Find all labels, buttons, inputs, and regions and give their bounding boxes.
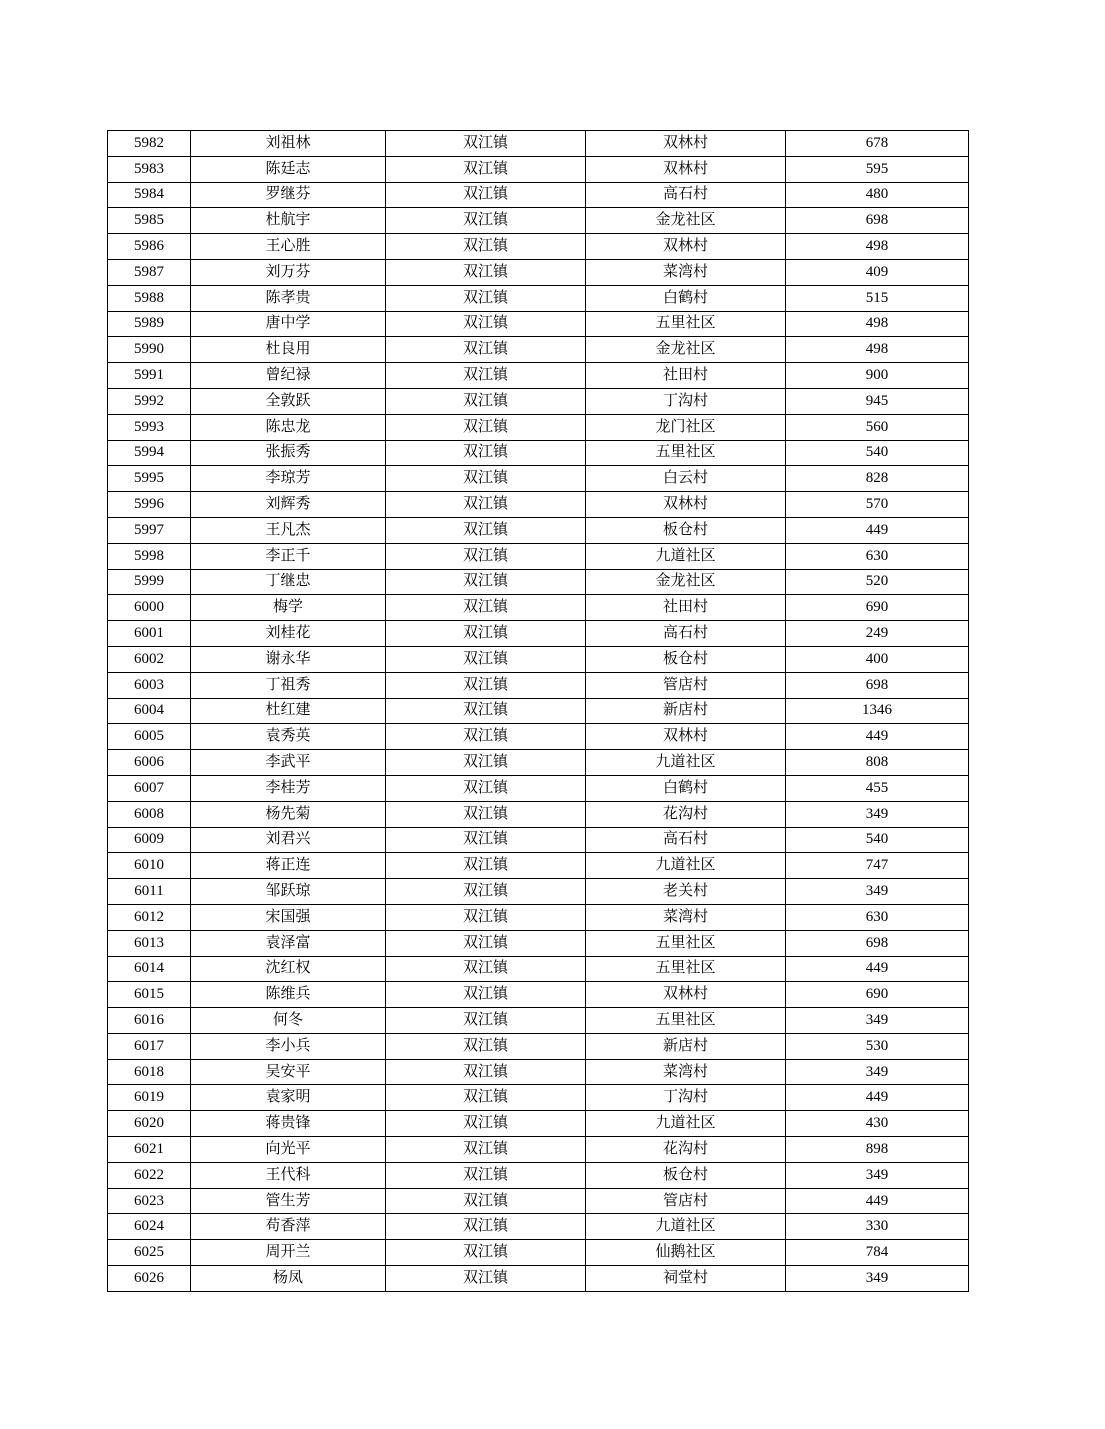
cell-id: 6020 bbox=[108, 1111, 191, 1137]
cell-id: 6019 bbox=[108, 1085, 191, 1111]
cell-id: 5984 bbox=[108, 182, 191, 208]
cell-id: 6016 bbox=[108, 1008, 191, 1034]
cell-name: 刘君兴 bbox=[191, 827, 386, 853]
cell-id: 5987 bbox=[108, 259, 191, 285]
cell-village: 九道社区 bbox=[586, 1214, 786, 1240]
cell-village: 双林村 bbox=[586, 131, 786, 157]
cell-id: 6022 bbox=[108, 1162, 191, 1188]
cell-village: 管店村 bbox=[586, 1188, 786, 1214]
cell-town: 双江镇 bbox=[386, 208, 586, 234]
cell-town: 双江镇 bbox=[386, 363, 586, 389]
cell-amount: 449 bbox=[786, 956, 969, 982]
table-row bbox=[108, 879, 969, 905]
cell-name: 丁祖秀 bbox=[191, 672, 386, 698]
cell-amount: 455 bbox=[786, 775, 969, 801]
cell-village: 老关村 bbox=[586, 879, 786, 905]
cell-town: 双江镇 bbox=[386, 698, 586, 724]
cell-amount: 698 bbox=[786, 208, 969, 234]
cell-name: 杜红建 bbox=[191, 698, 386, 724]
cell-name: 唐中学 bbox=[191, 311, 386, 337]
cell-id: 5986 bbox=[108, 234, 191, 260]
cell-name: 沈红权 bbox=[191, 956, 386, 982]
table-row bbox=[108, 775, 969, 801]
cell-village: 花沟村 bbox=[586, 1137, 786, 1163]
table-row bbox=[108, 1059, 969, 1085]
cell-village: 白云村 bbox=[586, 466, 786, 492]
table-row bbox=[108, 827, 969, 853]
cell-id: 6006 bbox=[108, 750, 191, 776]
cell-town: 双江镇 bbox=[386, 750, 586, 776]
cell-id: 6021 bbox=[108, 1137, 191, 1163]
data-table bbox=[107, 130, 969, 1292]
cell-id: 5995 bbox=[108, 466, 191, 492]
cell-name: 谢永华 bbox=[191, 646, 386, 672]
cell-amount: 498 bbox=[786, 337, 969, 363]
cell-name: 杨凤 bbox=[191, 1266, 386, 1292]
cell-amount: 400 bbox=[786, 646, 969, 672]
cell-id: 5997 bbox=[108, 517, 191, 543]
cell-id: 6018 bbox=[108, 1059, 191, 1085]
cell-town: 双江镇 bbox=[386, 388, 586, 414]
cell-village: 高石村 bbox=[586, 827, 786, 853]
table-row bbox=[108, 311, 969, 337]
cell-amount: 449 bbox=[786, 517, 969, 543]
cell-amount: 349 bbox=[786, 1162, 969, 1188]
cell-id: 6008 bbox=[108, 801, 191, 827]
cell-id: 5991 bbox=[108, 363, 191, 389]
table-row bbox=[108, 131, 969, 157]
cell-name: 袁泽富 bbox=[191, 930, 386, 956]
table-row bbox=[108, 492, 969, 518]
cell-id: 6011 bbox=[108, 879, 191, 905]
cell-village: 菜湾村 bbox=[586, 259, 786, 285]
cell-amount: 690 bbox=[786, 982, 969, 1008]
cell-id: 5988 bbox=[108, 285, 191, 311]
cell-village: 管店村 bbox=[586, 672, 786, 698]
cell-id: 5998 bbox=[108, 543, 191, 569]
cell-town: 双江镇 bbox=[386, 543, 586, 569]
table-row bbox=[108, 698, 969, 724]
cell-name: 张振秀 bbox=[191, 440, 386, 466]
table-row bbox=[108, 1266, 969, 1292]
cell-amount: 349 bbox=[786, 879, 969, 905]
cell-name: 李桂芳 bbox=[191, 775, 386, 801]
cell-town: 双江镇 bbox=[386, 1033, 586, 1059]
cell-town: 双江镇 bbox=[386, 131, 586, 157]
table-row bbox=[108, 1214, 969, 1240]
cell-name: 丁继忠 bbox=[191, 569, 386, 595]
cell-village: 九道社区 bbox=[586, 1111, 786, 1137]
cell-amount: 784 bbox=[786, 1240, 969, 1266]
cell-town: 双江镇 bbox=[386, 775, 586, 801]
table-row bbox=[108, 414, 969, 440]
cell-id: 5994 bbox=[108, 440, 191, 466]
cell-amount: 698 bbox=[786, 672, 969, 698]
cell-village: 九道社区 bbox=[586, 853, 786, 879]
cell-amount: 520 bbox=[786, 569, 969, 595]
cell-name: 袁秀英 bbox=[191, 724, 386, 750]
table-row bbox=[108, 569, 969, 595]
cell-village: 高石村 bbox=[586, 621, 786, 647]
cell-village: 新店村 bbox=[586, 1033, 786, 1059]
table-row bbox=[108, 982, 969, 1008]
table-row bbox=[108, 801, 969, 827]
cell-name: 李琼芳 bbox=[191, 466, 386, 492]
cell-village: 五里社区 bbox=[586, 930, 786, 956]
table-row bbox=[108, 1111, 969, 1137]
cell-village: 双林村 bbox=[586, 492, 786, 518]
cell-amount: 449 bbox=[786, 724, 969, 750]
cell-town: 双江镇 bbox=[386, 259, 586, 285]
cell-village: 金龙社区 bbox=[586, 208, 786, 234]
cell-amount: 349 bbox=[786, 801, 969, 827]
cell-id: 5983 bbox=[108, 156, 191, 182]
cell-amount: 409 bbox=[786, 259, 969, 285]
cell-village: 白鹤村 bbox=[586, 775, 786, 801]
cell-id: 6004 bbox=[108, 698, 191, 724]
cell-town: 双江镇 bbox=[386, 337, 586, 363]
cell-town: 双江镇 bbox=[386, 1059, 586, 1085]
cell-amount: 449 bbox=[786, 1188, 969, 1214]
cell-amount: 430 bbox=[786, 1111, 969, 1137]
cell-town: 双江镇 bbox=[386, 1085, 586, 1111]
cell-id: 5996 bbox=[108, 492, 191, 518]
cell-village: 五里社区 bbox=[586, 311, 786, 337]
cell-id: 5989 bbox=[108, 311, 191, 337]
cell-town: 双江镇 bbox=[386, 311, 586, 337]
cell-village: 五里社区 bbox=[586, 1008, 786, 1034]
table-row bbox=[108, 1008, 969, 1034]
cell-name: 刘桂花 bbox=[191, 621, 386, 647]
cell-town: 双江镇 bbox=[386, 621, 586, 647]
cell-name: 王代科 bbox=[191, 1162, 386, 1188]
cell-town: 双江镇 bbox=[386, 234, 586, 260]
table-row bbox=[108, 466, 969, 492]
cell-village: 龙门社区 bbox=[586, 414, 786, 440]
cell-amount: 898 bbox=[786, 1137, 969, 1163]
cell-amount: 747 bbox=[786, 853, 969, 879]
cell-town: 双江镇 bbox=[386, 492, 586, 518]
cell-village: 社田村 bbox=[586, 363, 786, 389]
cell-id: 6007 bbox=[108, 775, 191, 801]
cell-name: 杜航宇 bbox=[191, 208, 386, 234]
table-row bbox=[108, 621, 969, 647]
cell-town: 双江镇 bbox=[386, 672, 586, 698]
cell-town: 双江镇 bbox=[386, 956, 586, 982]
cell-id: 6012 bbox=[108, 904, 191, 930]
cell-village: 板仓村 bbox=[586, 646, 786, 672]
cell-amount: 690 bbox=[786, 595, 969, 621]
table-row bbox=[108, 956, 969, 982]
cell-id: 6000 bbox=[108, 595, 191, 621]
cell-name: 蒋正连 bbox=[191, 853, 386, 879]
cell-name: 蒋贵锋 bbox=[191, 1111, 386, 1137]
cell-id: 5999 bbox=[108, 569, 191, 595]
cell-amount: 480 bbox=[786, 182, 969, 208]
table-row bbox=[108, 750, 969, 776]
table-row bbox=[108, 517, 969, 543]
cell-name: 袁家明 bbox=[191, 1085, 386, 1111]
cell-town: 双江镇 bbox=[386, 182, 586, 208]
table-body bbox=[108, 131, 969, 1292]
cell-id: 6024 bbox=[108, 1214, 191, 1240]
cell-village: 新店村 bbox=[586, 698, 786, 724]
cell-name: 陈维兵 bbox=[191, 982, 386, 1008]
cell-id: 6025 bbox=[108, 1240, 191, 1266]
cell-village: 双林村 bbox=[586, 982, 786, 1008]
cell-town: 双江镇 bbox=[386, 827, 586, 853]
table-row bbox=[108, 904, 969, 930]
cell-town: 双江镇 bbox=[386, 1240, 586, 1266]
table-row bbox=[108, 1240, 969, 1266]
cell-name: 邹跃琼 bbox=[191, 879, 386, 905]
cell-id: 6002 bbox=[108, 646, 191, 672]
cell-village: 祠堂村 bbox=[586, 1266, 786, 1292]
cell-town: 双江镇 bbox=[386, 724, 586, 750]
cell-name: 陈忠龙 bbox=[191, 414, 386, 440]
cell-village: 菜湾村 bbox=[586, 904, 786, 930]
cell-amount: 900 bbox=[786, 363, 969, 389]
table-row bbox=[108, 543, 969, 569]
cell-village: 丁沟村 bbox=[586, 1085, 786, 1111]
table-row bbox=[108, 259, 969, 285]
table-row bbox=[108, 440, 969, 466]
cell-id: 5993 bbox=[108, 414, 191, 440]
cell-village: 金龙社区 bbox=[586, 337, 786, 363]
cell-id: 6014 bbox=[108, 956, 191, 982]
cell-amount: 498 bbox=[786, 234, 969, 260]
cell-village: 双林村 bbox=[586, 156, 786, 182]
table-row bbox=[108, 595, 969, 621]
cell-amount: 349 bbox=[786, 1008, 969, 1034]
cell-town: 双江镇 bbox=[386, 569, 586, 595]
table-row bbox=[108, 1137, 969, 1163]
cell-village: 社田村 bbox=[586, 595, 786, 621]
cell-town: 双江镇 bbox=[386, 285, 586, 311]
cell-amount: 698 bbox=[786, 930, 969, 956]
cell-amount: 560 bbox=[786, 414, 969, 440]
cell-amount: 570 bbox=[786, 492, 969, 518]
cell-village: 九道社区 bbox=[586, 750, 786, 776]
cell-town: 双江镇 bbox=[386, 646, 586, 672]
cell-name: 李小兵 bbox=[191, 1033, 386, 1059]
cell-amount: 330 bbox=[786, 1214, 969, 1240]
table-row bbox=[108, 285, 969, 311]
cell-town: 双江镇 bbox=[386, 1188, 586, 1214]
cell-village: 双林村 bbox=[586, 724, 786, 750]
cell-village: 白鹤村 bbox=[586, 285, 786, 311]
cell-village: 高石村 bbox=[586, 182, 786, 208]
cell-id: 5990 bbox=[108, 337, 191, 363]
cell-id: 5992 bbox=[108, 388, 191, 414]
cell-name: 李正千 bbox=[191, 543, 386, 569]
cell-town: 双江镇 bbox=[386, 1137, 586, 1163]
table-row bbox=[108, 1162, 969, 1188]
table-row bbox=[108, 853, 969, 879]
cell-town: 双江镇 bbox=[386, 517, 586, 543]
cell-town: 双江镇 bbox=[386, 414, 586, 440]
cell-village: 五里社区 bbox=[586, 956, 786, 982]
table-row bbox=[108, 388, 969, 414]
table-row bbox=[108, 234, 969, 260]
cell-name: 梅学 bbox=[191, 595, 386, 621]
cell-id: 6015 bbox=[108, 982, 191, 1008]
cell-amount: 808 bbox=[786, 750, 969, 776]
cell-village: 菜湾村 bbox=[586, 1059, 786, 1085]
cell-amount: 540 bbox=[786, 827, 969, 853]
cell-amount: 349 bbox=[786, 1266, 969, 1292]
table-row bbox=[108, 208, 969, 234]
cell-name: 周开兰 bbox=[191, 1240, 386, 1266]
table-row bbox=[108, 182, 969, 208]
cell-amount: 249 bbox=[786, 621, 969, 647]
cell-amount: 1346 bbox=[786, 698, 969, 724]
table-row bbox=[108, 672, 969, 698]
cell-town: 双江镇 bbox=[386, 1008, 586, 1034]
cell-town: 双江镇 bbox=[386, 466, 586, 492]
cell-id: 6010 bbox=[108, 853, 191, 879]
cell-amount: 349 bbox=[786, 1059, 969, 1085]
cell-name: 杨先菊 bbox=[191, 801, 386, 827]
cell-name: 吴安平 bbox=[191, 1059, 386, 1085]
table-row bbox=[108, 724, 969, 750]
cell-village: 五里社区 bbox=[586, 440, 786, 466]
cell-amount: 540 bbox=[786, 440, 969, 466]
cell-name: 李武平 bbox=[191, 750, 386, 776]
cell-town: 双江镇 bbox=[386, 904, 586, 930]
cell-name: 王凡杰 bbox=[191, 517, 386, 543]
cell-town: 双江镇 bbox=[386, 1266, 586, 1292]
table-row bbox=[108, 930, 969, 956]
cell-id: 6023 bbox=[108, 1188, 191, 1214]
cell-village: 板仓村 bbox=[586, 517, 786, 543]
table-row bbox=[108, 1033, 969, 1059]
cell-name: 刘祖林 bbox=[191, 131, 386, 157]
cell-village: 花沟村 bbox=[586, 801, 786, 827]
cell-amount: 515 bbox=[786, 285, 969, 311]
cell-id: 6026 bbox=[108, 1266, 191, 1292]
cell-town: 双江镇 bbox=[386, 1162, 586, 1188]
cell-town: 双江镇 bbox=[386, 595, 586, 621]
cell-id: 6009 bbox=[108, 827, 191, 853]
table-row bbox=[108, 1188, 969, 1214]
cell-amount: 678 bbox=[786, 131, 969, 157]
cell-amount: 449 bbox=[786, 1085, 969, 1111]
cell-id: 6013 bbox=[108, 930, 191, 956]
cell-name: 向光平 bbox=[191, 1137, 386, 1163]
cell-id: 5982 bbox=[108, 131, 191, 157]
cell-town: 双江镇 bbox=[386, 879, 586, 905]
cell-name: 曾纪禄 bbox=[191, 363, 386, 389]
cell-town: 双江镇 bbox=[386, 853, 586, 879]
cell-village: 仙鹅社区 bbox=[586, 1240, 786, 1266]
cell-amount: 530 bbox=[786, 1033, 969, 1059]
cell-name: 苟香萍 bbox=[191, 1214, 386, 1240]
cell-id: 5985 bbox=[108, 208, 191, 234]
cell-amount: 630 bbox=[786, 904, 969, 930]
cell-id: 6001 bbox=[108, 621, 191, 647]
table-row bbox=[108, 646, 969, 672]
cell-name: 全敦跃 bbox=[191, 388, 386, 414]
cell-amount: 828 bbox=[786, 466, 969, 492]
cell-amount: 595 bbox=[786, 156, 969, 182]
cell-amount: 945 bbox=[786, 388, 969, 414]
cell-town: 双江镇 bbox=[386, 801, 586, 827]
cell-village: 金龙社区 bbox=[586, 569, 786, 595]
document-page bbox=[107, 130, 968, 1292]
cell-village: 九道社区 bbox=[586, 543, 786, 569]
cell-name: 管生芳 bbox=[191, 1188, 386, 1214]
cell-name: 刘万芬 bbox=[191, 259, 386, 285]
cell-town: 双江镇 bbox=[386, 1111, 586, 1137]
cell-id: 6005 bbox=[108, 724, 191, 750]
cell-name: 王心胜 bbox=[191, 234, 386, 260]
table-row bbox=[108, 1085, 969, 1111]
cell-village: 丁沟村 bbox=[586, 388, 786, 414]
cell-name: 陈孝贵 bbox=[191, 285, 386, 311]
cell-town: 双江镇 bbox=[386, 156, 586, 182]
table-row bbox=[108, 363, 969, 389]
cell-town: 双江镇 bbox=[386, 1214, 586, 1240]
cell-name: 何冬 bbox=[191, 1008, 386, 1034]
cell-town: 双江镇 bbox=[386, 982, 586, 1008]
table-row bbox=[108, 337, 969, 363]
cell-name: 刘辉秀 bbox=[191, 492, 386, 518]
table-row bbox=[108, 156, 969, 182]
cell-id: 6017 bbox=[108, 1033, 191, 1059]
cell-town: 双江镇 bbox=[386, 440, 586, 466]
cell-town: 双江镇 bbox=[386, 930, 586, 956]
cell-name: 杜良用 bbox=[191, 337, 386, 363]
cell-name: 陈廷志 bbox=[191, 156, 386, 182]
cell-village: 双林村 bbox=[586, 234, 786, 260]
cell-name: 宋国强 bbox=[191, 904, 386, 930]
cell-amount: 498 bbox=[786, 311, 969, 337]
cell-id: 6003 bbox=[108, 672, 191, 698]
cell-village: 板仓村 bbox=[586, 1162, 786, 1188]
cell-name: 罗继芬 bbox=[191, 182, 386, 208]
cell-amount: 630 bbox=[786, 543, 969, 569]
